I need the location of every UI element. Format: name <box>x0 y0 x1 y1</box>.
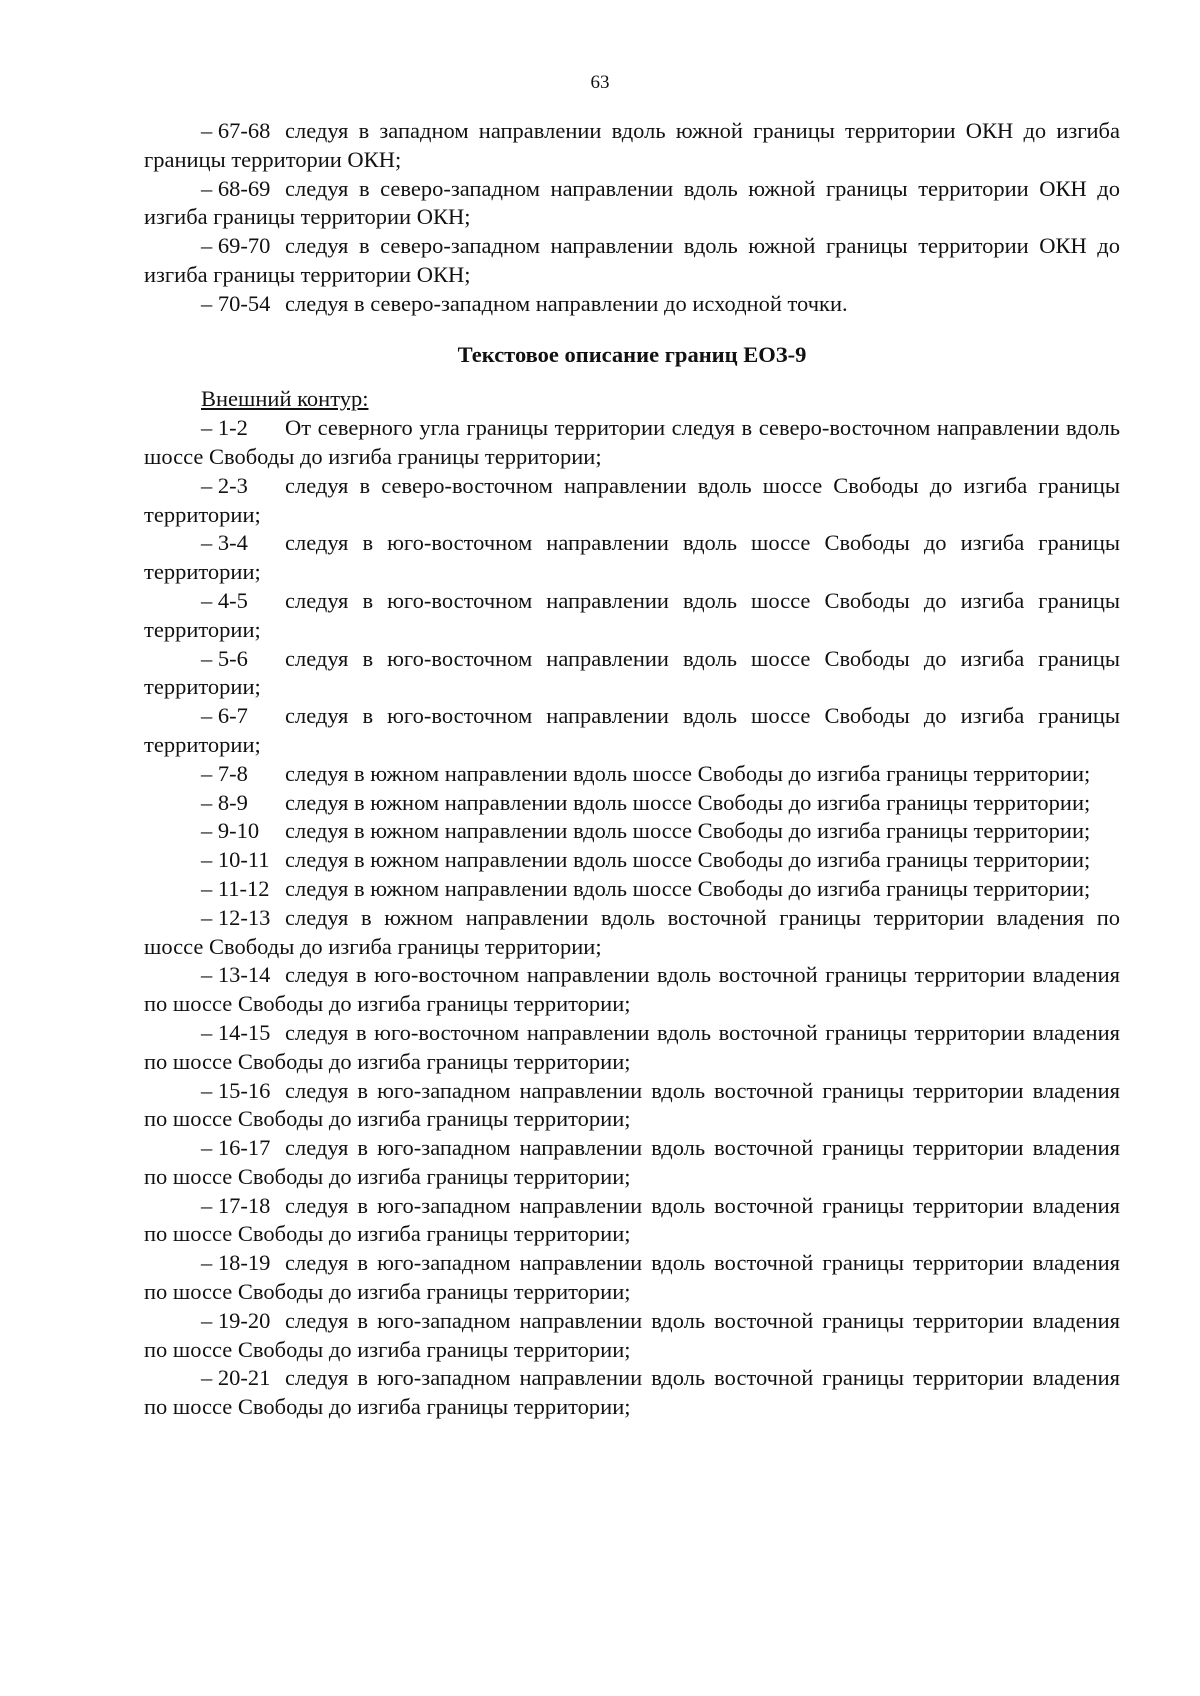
segment-description: следуя в юго-восточном направлении вдоль шоссе Свободы до изгиба границы территории; <box>144 703 1120 757</box>
segment-description: следуя в северо-западном направлении вдоль южной границы территории ОКН до изгиба границы территории ОКН; <box>144 175 1120 230</box>
segment-code: – 14-15 <box>201 1019 271 1045</box>
segment-description: следуя в южном направлении вдоль восточной границы территории владения по шоссе Свободы до изгиба границы территории; <box>144 904 1120 959</box>
segment-description: следуя в юго-западном направлении вдоль восточной границы территории владения по шоссе Свободы до изгиба границы территории; <box>144 1192 1120 1247</box>
segment-code: – 4-5 <box>201 587 248 613</box>
segment-description: следуя в юго-западном направлении вдоль восточной границы территории владения по шоссе Свободы до изгиба границы территории; <box>144 1077 1120 1132</box>
segment-description: следуя в юго-восточном направлении вдоль восточной границы территории владения по шоссе Свободы до изгиба границы территории; <box>144 962 1120 1017</box>
segment-code: – 6-7 <box>201 703 248 729</box>
segment-description: следуя в юго-западном направлении вдоль восточной границы территории владения по шоссе Свободы до изгиба границы территории; <box>144 1365 1120 1420</box>
segment-code: – 13-14 <box>201 962 271 988</box>
boundary-segment-item <box>144 1019 1120 1077</box>
segment-code: – 15-16 <box>201 1077 271 1103</box>
segment-code: – 1-2 <box>201 415 248 441</box>
segment-code: – 68-69 <box>201 175 271 201</box>
segment-code: – 11-12 <box>201 875 270 901</box>
segment-description: следуя в западном направлении вдоль южной границы территории ОКН до изгиба границы территории ОКН; <box>144 118 1120 172</box>
segment-code: – 20-21 <box>201 1365 271 1391</box>
boundary-segment-item <box>144 1192 1120 1250</box>
segment-description: следуя в юго-восточном направлении вдоль шоссе Свободы до изгиба границы территории; <box>144 645 1120 700</box>
boundary-segment-item <box>144 587 1120 645</box>
segment-code: – 3-4 <box>201 530 248 556</box>
boundary-segment-item <box>144 817 1120 846</box>
segment-description: следуя в юго-западном направлении вдоль восточной границы территории владения по шоссе Свободы до изгиба границы территории; <box>144 1250 1120 1305</box>
boundary-segment-item <box>144 290 1120 319</box>
segment-description: следуя в юго-восточном направлении вдоль восточной границы территории владения по шоссе Свободы до изгиба границы территории; <box>144 1019 1120 1074</box>
boundary-segment-item <box>144 1077 1120 1135</box>
boundary-segment-item <box>144 789 1120 818</box>
boundary-segment-item <box>144 1249 1120 1307</box>
segment-description: следуя в северо-западном направлении до исходной точки. <box>285 290 848 316</box>
page-number: 63 <box>590 72 610 93</box>
boundary-segment-item <box>144 175 1120 233</box>
boundary-segment-item <box>144 1134 1120 1192</box>
segment-description: следуя в юго-восточном направлении вдоль шоссе Свободы до изгиба границы территории; <box>144 587 1120 642</box>
segment-code: – 8-9 <box>201 789 248 815</box>
segment-code: – 10-11 <box>201 847 270 873</box>
segment-code: – 7-8 <box>201 760 248 786</box>
segment-code: – 18-19 <box>201 1250 271 1276</box>
boundary-segment-item <box>144 875 1120 904</box>
boundary-segment-item <box>144 760 1120 789</box>
segment-description: следуя в юго-западном направлении вдоль восточной границы территории владения по шоссе Свободы до изгиба границы территории; <box>144 1135 1120 1189</box>
segment-code: – 12-13 <box>201 904 271 930</box>
segment-code: – 19-20 <box>201 1307 271 1333</box>
boundary-segment-item <box>144 472 1120 530</box>
boundary-segment-item <box>144 1307 1120 1365</box>
segment-code: – 70-54 <box>201 290 271 316</box>
segment-description: следуя в южном направлении вдоль шоссе Свободы до изгиба границы территории; <box>285 847 1091 873</box>
boundary-items-list <box>144 414 1120 1422</box>
boundary-segment-item <box>144 529 1120 587</box>
segment-code: – 9-10 <box>201 818 260 844</box>
boundary-segment-item <box>144 232 1120 290</box>
segment-code: – 17-18 <box>201 1192 271 1218</box>
segment-code: – 5-6 <box>201 645 248 671</box>
outer-contour-subheading: Внешний контур: <box>201 386 369 412</box>
segment-code: – 16-17 <box>201 1135 271 1161</box>
boundary-segment-item <box>144 846 1120 875</box>
segment-code: – 67-68 <box>201 118 271 143</box>
segment-description: От северного угла границы территории следуя в северо-восточном направлении вдоль шоссе Свободы до изгиба границы территории; <box>144 415 1120 469</box>
segment-code: – 69-70 <box>201 233 271 259</box>
section-title: Текстовое описание границ ЕОЗ-9 <box>457 341 807 367</box>
boundary-segment-item <box>144 645 1120 703</box>
boundary-segment-item <box>144 702 1120 760</box>
boundary-segment-item <box>144 1364 1120 1422</box>
boundary-segment-item <box>144 961 1120 1019</box>
boundary-segment-item <box>144 117 1120 175</box>
segment-description: следуя в юго-западном направлении вдоль восточной границы территории владения по шоссе Свободы до изгиба границы территории; <box>144 1307 1120 1362</box>
intro-list <box>144 117 1120 319</box>
segment-code: – 2-3 <box>201 472 248 498</box>
segment-description: следуя в юго-восточном направлении вдоль шоссе Свободы до изгиба границы территории; <box>144 530 1120 585</box>
segment-description: следуя в южном направлении вдоль шоссе Свободы до изгиба границы территории; <box>285 875 1091 901</box>
segment-description: следуя в южном направлении вдоль шоссе Свободы до изгиба границы территории; <box>285 818 1091 844</box>
segment-description: следуя в северо-восточном направлении вдоль шоссе Свободы до изгиба границы территории; <box>144 472 1120 527</box>
boundary-segment-item <box>144 414 1120 472</box>
boundary-segment-item <box>144 904 1120 962</box>
segment-description: следуя в южном направлении вдоль шоссе Свободы до изгиба границы территории; <box>285 789 1091 815</box>
segment-description: следуя в северо-западном направлении вдоль южной границы территории ОКН до изгиба границы территории ОКН; <box>144 233 1120 287</box>
segment-description: следуя в южном направлении вдоль шоссе Свободы до изгиба границы территории; <box>285 760 1091 786</box>
document-body <box>144 117 1120 1422</box>
